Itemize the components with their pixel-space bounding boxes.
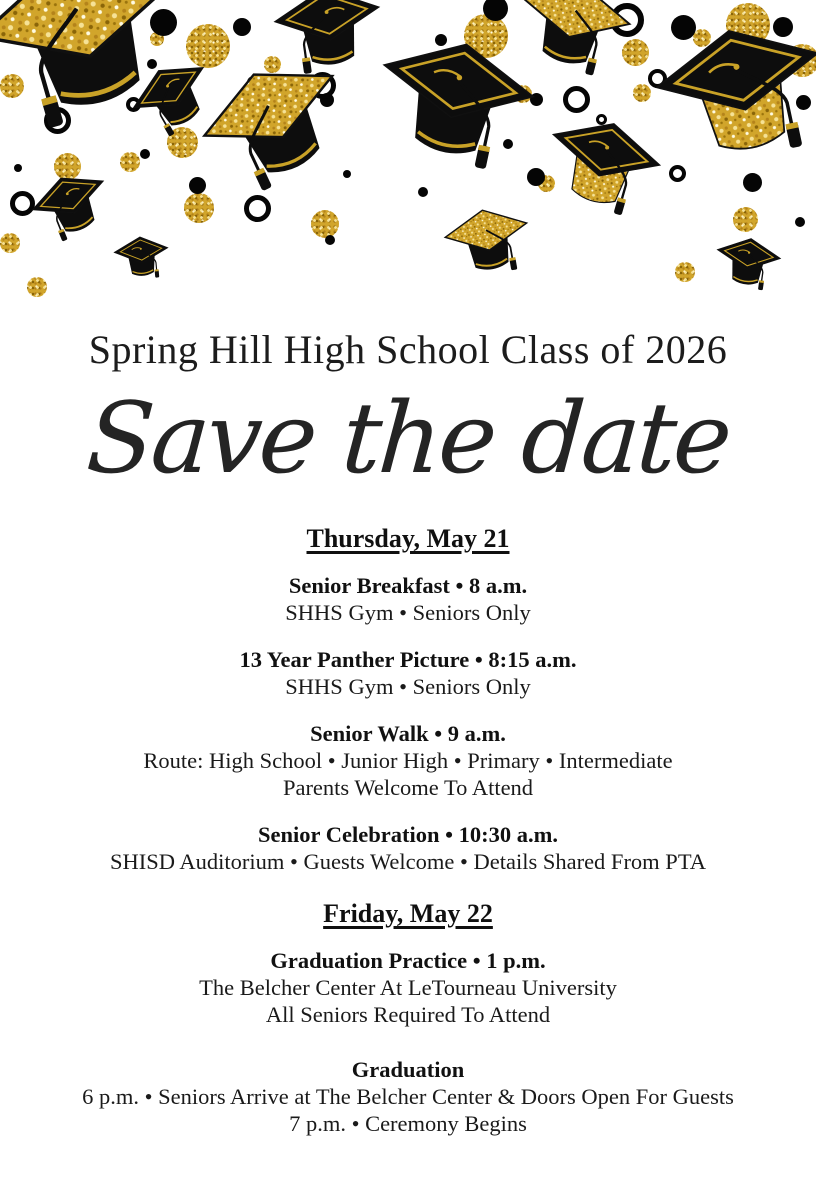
glitter-confetti-dot <box>633 84 651 102</box>
event-block <box>0 821 816 875</box>
graduation-cap-icon <box>709 231 785 303</box>
glitter-confetti-dot <box>675 262 695 282</box>
flyer-content <box>0 326 816 1137</box>
event-title: 13 Year Panther Picture • 8:15 a.m. <box>239 647 577 672</box>
event-detail: Route: High School • Junior High • Primary • Intermediate <box>143 748 673 773</box>
glitter-confetti-dot <box>184 193 214 223</box>
event-detail: All Seniors Required To Attend <box>265 1002 551 1027</box>
black-confetti-dot <box>140 149 150 159</box>
event-detail: 7 p.m. • Ceremony Begins <box>289 1111 527 1136</box>
event-block <box>0 646 816 700</box>
day-section <box>0 897 816 1137</box>
schedule <box>0 522 816 1137</box>
graduation-cap-icon <box>439 199 540 294</box>
glitter-confetti-dot <box>311 210 339 238</box>
event-title: Senior Celebration • 10:30 a.m. <box>258 822 558 847</box>
event-block <box>0 572 816 626</box>
graduation-cap-icon <box>111 232 173 290</box>
graduation-cap-icon <box>528 103 671 240</box>
graduation-caps-banner <box>0 0 816 320</box>
event-detail: The Belcher Center At LeTourneau University <box>199 975 617 1000</box>
event-title: Graduation <box>351 1057 465 1082</box>
save-the-date-script-title: Save the date <box>83 382 733 496</box>
day-heading: Thursday, May 21 <box>306 524 510 553</box>
event-block <box>0 1056 816 1137</box>
event-block <box>0 720 816 801</box>
black-confetti-dot <box>189 177 206 194</box>
event-title: Graduation Practice • 1 p.m. <box>270 948 546 973</box>
glitter-confetti-dot <box>0 233 20 253</box>
school-title: Spring Hill High School Class of 2026 <box>88 327 728 372</box>
event-detail: Parents Welcome To Attend <box>282 775 534 800</box>
event-block <box>0 947 816 1028</box>
graduation-cap-icon <box>642 7 816 201</box>
black-confetti-dot <box>325 235 335 245</box>
event-title: Senior Walk • 9 a.m. <box>310 721 506 746</box>
event-detail: 6 p.m. • Seniors Arrive at The Belcher Center & Doors Open For Guests <box>82 1084 734 1109</box>
day-section <box>0 522 816 875</box>
day-heading: Friday, May 22 <box>323 899 493 928</box>
black-confetti-dot <box>795 217 805 227</box>
glitter-confetti-dot <box>27 277 47 297</box>
black-confetti-dot <box>483 0 508 21</box>
black-confetti-dot <box>233 18 251 36</box>
event-title: Senior Breakfast • 8 a.m. <box>288 573 528 598</box>
event-detail: SHHS Gym • Seniors Only <box>285 600 531 625</box>
event-detail: SHHS Gym • Seniors Only <box>285 674 531 699</box>
glitter-confetti-dot <box>733 207 758 232</box>
event-detail: SHISD Auditorium • Guests Welcome • Details Shared From PTA <box>109 849 707 874</box>
black-confetti-dot <box>418 187 428 197</box>
glitter-confetti-dot <box>120 152 140 172</box>
graduation-cap-icon <box>22 160 126 260</box>
